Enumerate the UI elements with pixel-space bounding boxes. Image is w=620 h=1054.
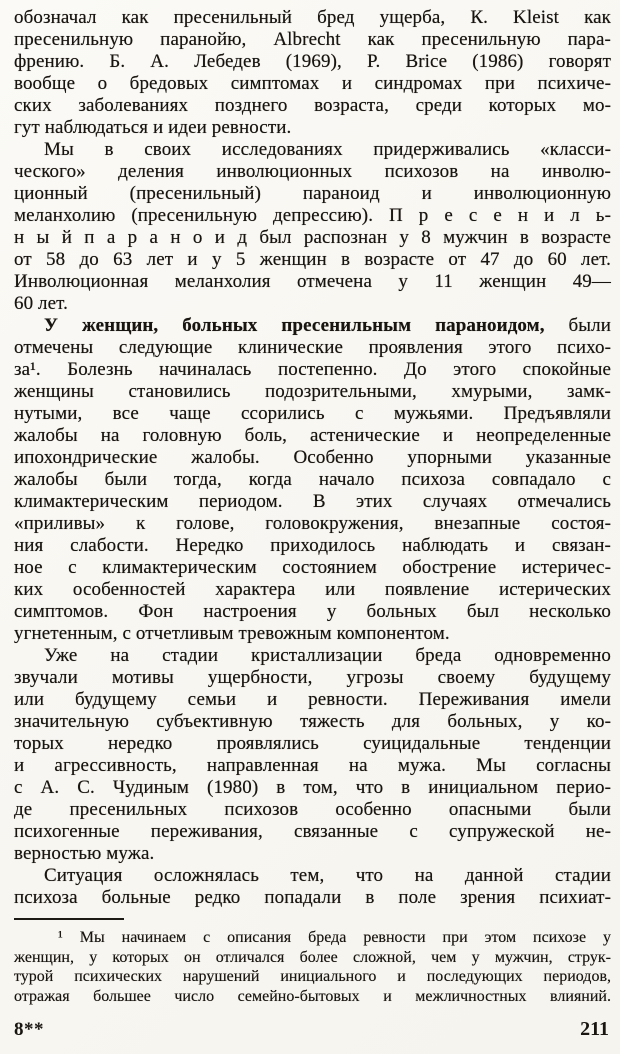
text-line: Уже на стадии кристаллизации бреда одновременно xyxy=(44,645,611,666)
text-line: Мы в своих исследованиях придерживались «класси- xyxy=(44,139,611,160)
page-footer xyxy=(14,1018,611,1041)
text-line: от 58 до 63 лет и у 5 женщин в возрасте от 47 до 60 лет. xyxy=(14,249,611,270)
bold-lead-text: У женщин, больных пресенильным параноидом, xyxy=(44,315,545,336)
text-line: ипохондрические жалобы. Особенно упорными указанные xyxy=(14,447,611,468)
text-line: климактерическим периодом. В этих случаях отмечались xyxy=(14,491,611,512)
paragraph-2 xyxy=(14,139,611,315)
text-line: обозначал как пресенильный бред ущерба, К. Kleist как xyxy=(14,7,611,28)
text-line: де пресенильных психозов особенно опасными были xyxy=(14,799,611,820)
text-line: или будущему семьи и ревности. Переживания имели xyxy=(14,689,611,710)
text-line: ских заболеваниях позднего возраста, среди которых мо- xyxy=(14,95,611,116)
text-line: 60 лет. xyxy=(14,293,68,314)
text-line: женщины становились подозрительными, хмурыми, замк- xyxy=(14,381,611,402)
page-number: 211 xyxy=(580,1018,609,1040)
text-line: пресенильную паранойю, Albrecht как пресенильную пара- xyxy=(14,29,611,50)
text-line: нутыми, все чаще ссорились с мужьями. Предъявляли xyxy=(14,403,611,424)
text-line: ное с климактерическим состоянием обострение истеричес- xyxy=(14,557,611,578)
text-line: значительную субъективную тяжесть для больных, у ко- xyxy=(14,711,611,732)
footnote-line: женщин, у которых он отличался более сложной, чем у мужчин, струк- xyxy=(14,948,611,966)
text-line: психоза больные редко попадали в поле зрения психиат- xyxy=(14,887,611,908)
text-line: верностью мужа. xyxy=(14,843,155,864)
text-line: и агрессивность, направленная на мужа. Мы согласны xyxy=(14,755,611,776)
text-line: отмечены следующие клинические проявления этого психо- xyxy=(14,337,611,358)
text-line: вообще о бредовых симптомах и синдромах при психиче- xyxy=(14,73,611,94)
footnote-line: отражая большее число семейно-бытовых и межличностных влияний. xyxy=(14,987,611,1005)
text-line: Ситуация осложнялась тем, что на данной стадии xyxy=(44,865,611,886)
signature-mark: 8** xyxy=(14,1019,44,1040)
text-line: угнетенным, с отчетливым тревожным компонентом. xyxy=(14,623,450,644)
paragraph-4 xyxy=(14,645,611,865)
paragraph-3 xyxy=(14,315,611,645)
text-line: гут наблюдаться и идеи ревности. xyxy=(14,117,292,138)
lead-line xyxy=(14,315,611,337)
text-line: «приливы» к голове, головокружения, внезапные состоя- xyxy=(14,513,611,534)
footnote-line: ¹ Мы начинаем с описания бреда ревности при этом психозе у xyxy=(58,929,611,946)
text-line: с А. С. Чудиным (1980) в том, что в инициальном перио- xyxy=(14,777,611,798)
text-line: жалобы на головную боль, астенические и неопределенные xyxy=(14,425,611,446)
text-line: психогенные переживания, связанные с супружеской не- xyxy=(14,821,611,842)
paragraph-3-lines xyxy=(14,337,611,645)
text-line: ческого» деления инволюционных психозов на инволю- xyxy=(14,161,611,182)
text-line: за¹. Болезнь начиналась постепенно. До этого спокойные xyxy=(14,359,611,380)
text-line: н ы й п а р а н о и д был распознан у 8 мужчин в возрасте xyxy=(14,227,611,248)
paragraph-1 xyxy=(14,7,611,139)
footnote xyxy=(14,928,611,1006)
text-line: ких особенностей характера или появление истерических xyxy=(14,579,611,600)
text-line: торых нередко проявлялись суицидальные тенденции xyxy=(14,733,611,754)
paragraph-5 xyxy=(14,865,611,909)
text-line: ционный (пресенильный) параноид и инволюционную xyxy=(14,183,611,204)
lead-rest-text: были xyxy=(544,315,611,336)
text-line: симптомов. Фон настроения у больных был несколько xyxy=(14,601,611,622)
text-line: меланхолию (пресенильную депрессию). П р е с е н и л ь- xyxy=(14,205,611,226)
body-text xyxy=(14,7,611,909)
text-line: звучали мотивы ущербности, угрозы своему будущему xyxy=(14,667,611,688)
text-line: ния слабости. Нередко приходилось наблюдать и связан- xyxy=(14,535,611,556)
text-line: Инволюционная меланхолия отмечена у 11 женщин 49— xyxy=(14,271,611,292)
text-line: френию. Б. А. Лебедев (1969), P. Brice (1986) говорят xyxy=(14,51,611,72)
footnote-line: турой психических нарушений инициального и последующих периодов, xyxy=(14,968,611,985)
footnote-divider xyxy=(14,918,124,920)
text-line: жалобы были тогда, когда начало психоза совпадало с xyxy=(14,469,611,490)
